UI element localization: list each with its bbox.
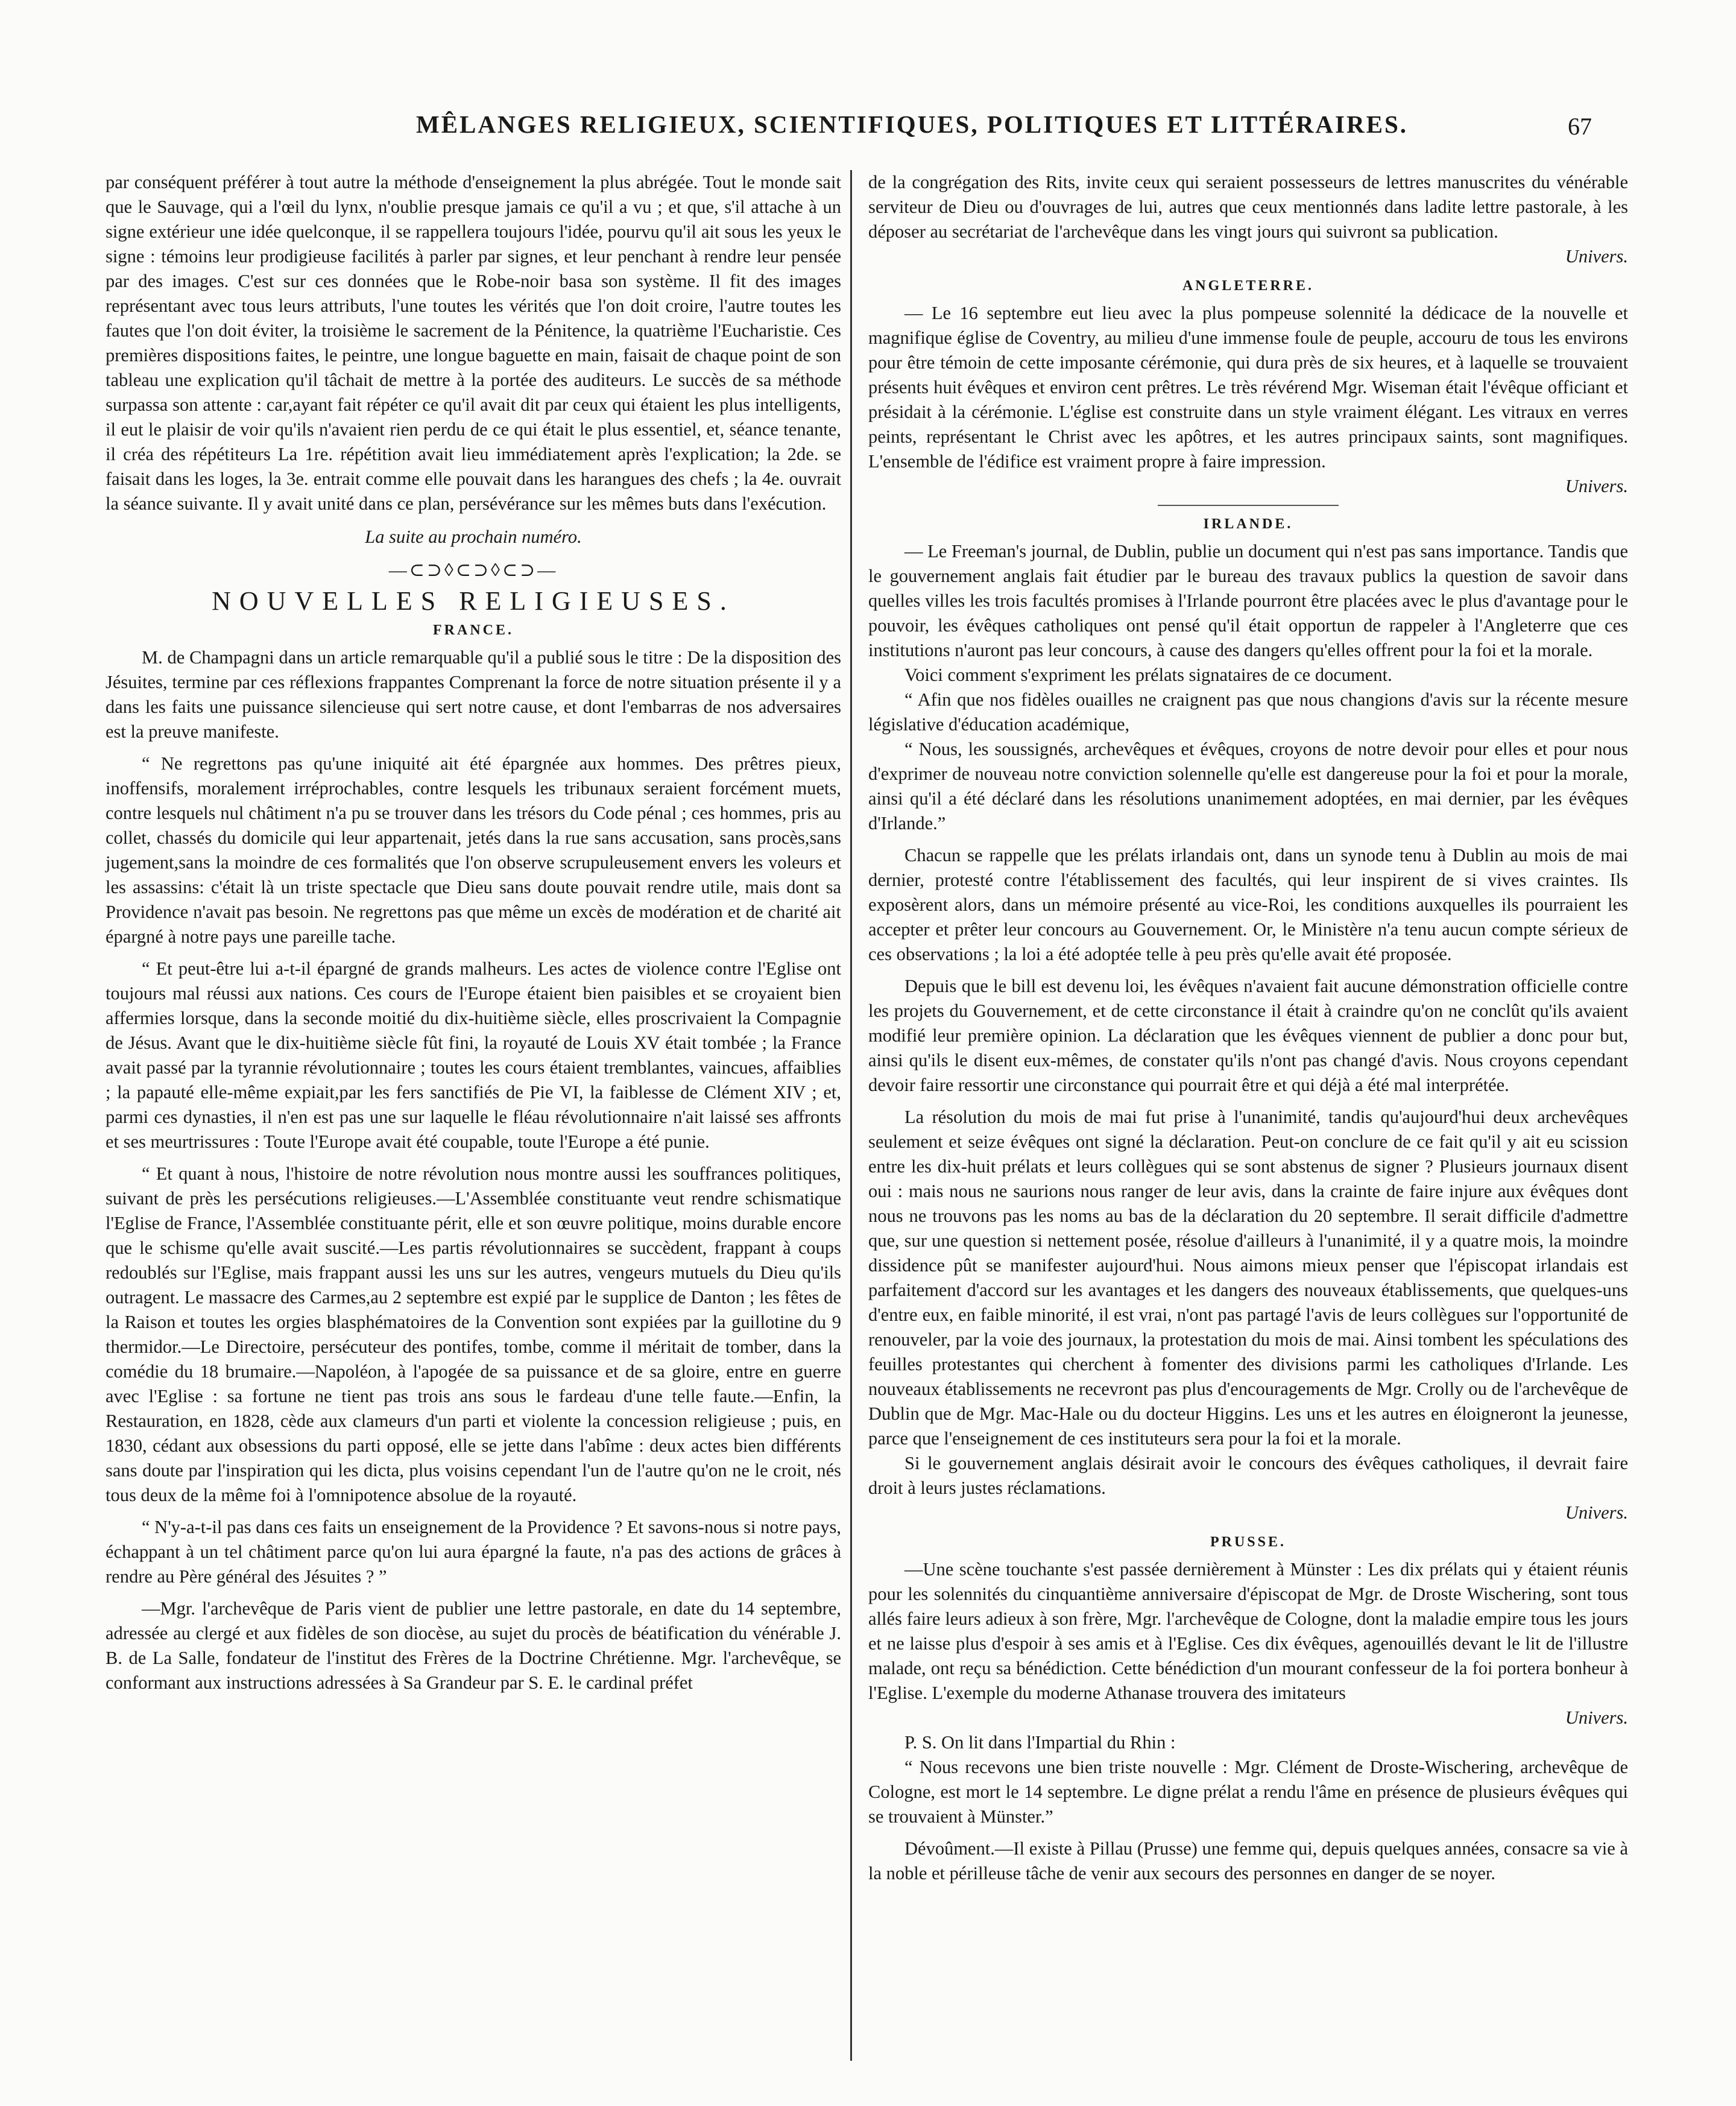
article-paragraph: Si le gouvernement anglais désirait avoir le concours des évêques catholiques, il devrait faire droit à leurs justes réclamations. (868, 1453, 1628, 1498)
quote-paragraph: “ Afin que nos fidèles ouailles ne craignent pas que nous changions d'avis sur la récente mesure législative d'éducation académique, (868, 689, 1628, 735)
article-paragraph: — Le Freeman's journal, de Dublin, publie un document qui n'est pas sans importance. Tandis que le gouvernement anglais fait étudier par le bureau des travaux publics la question de savoir dans quelles villes les trois facultés promises à l'Irlande pourront être placées avec le plus d'avantage pour le pouvoir, les évêques catholiques ont pensé qu'il était opportun de rappeler à l'Angleterre que ces institutions n'auront pas leur concours, à cause des dangers qu'elles offrent pour la foi et la morale. (868, 541, 1628, 660)
country-heading-prussia: PRUSSE. (1210, 1534, 1287, 1550)
column-rule (850, 170, 852, 2061)
divider-rule (1158, 505, 1339, 506)
article-paragraph: P. S. On lit dans l'Impartial du Rhin : (904, 1732, 1176, 1753)
quote-paragraph: “ N'y-a-t-il pas dans ces faits un enseignement de la Providence ? Et savons-nous si notre pays, échappant à un tel châtiment parce qu'on lui aura épargné la faute, n'a pas des actions de grâces à rendre au Père général des Jésuites ? ” (106, 1517, 841, 1587)
article-paragraph: Dévoûment.—Il existe à Pillau (Prusse) une femme qui, depuis quelques années, consacre sa vie à la noble et périlleuse tâche de venir aux secours des personnes en danger de se noyer. (868, 1838, 1628, 1883)
running-title: MÊLANGES RELIGIEUX, SCIENTIFIQUES, POLITIQUES ET LITTÉRAIRES. (416, 110, 1409, 138)
quote-paragraph: “ Et peut-être lui a-t-il épargné de grands malheurs. Les actes de violence contre l'Eglise ont toujours mal réussi aux nations. Ces cours de l'Europe étaient bien paisibles et se croyaient bien affermies lorsque, dans la seconde moitié du dix-huitième siècle, elles proscrivaient la Compagnie de Jésus. Avant que le dix-huitième siècle fût fini, la royauté de Louis XV était tombée ; la France avait passé par la tyrannie révolutionnaire ; toutes les cours étaient tremblantes, vaincues, affaiblies ; la papauté elle-même expiait,par les fers sanctifiés de Pie VI, la faiblesse de Clément XIV ; et, parmi ces dynasties, il n'en est pas une sur laquelle le fléau révolutionnaire n'ait laissé ses affronts et ses meurtrissures : Toute l'Europe avait été coupable, toute l'Europe a été punie. (106, 958, 841, 1152)
ornament-divider: —⊂⊃◊⊂⊃◊⊂⊃— (388, 560, 558, 580)
quote-paragraph: “ Et quant à nous, l'histoire de notre révolution nous montre aussi les souffrances politiques, suivant de près les persécutions religieuses.—L'Assemblée constituante veut rendre schismatique l'Eglise de France, l'Assemblée constituante périt, elle et son œuvre politique, moins durable encore que le schisme qu'elle avait suscité.—Les partis révolutionnaires se succèdent, frappant à coups redoublés sur l'Eglise, mais frappant aussi les uns sur les autres, vengeurs mutuels du Dieu qu'ils outragent. Le massacre des Carmes,au 2 septembre est expié par le supplice de Danton ; les fêtes de la Raison et toutes les orgies blasphématoires de la Convention sont expiées par la guillotine du 9 thermidor.—Le Directoire, persécuteur des pontifes, tombe, comme il méritait de tomber, dans la comédie du 18 brumaire.—Napoléon, à l'apogée de sa puissance et de sa gloire, entre en guerre avec l'Eglise : sa fortune ne tient pas trois ans sous le fardeau d'une telle faute.—Enfin, la Restauration, en 1828, cède aux clameurs d'un parti et violente la concession religieuse ; puis, en 1830, cédant aux obsessions du parti opposé, elle se jette dans l'abîme : deux actes bien différents sans doute par l'inspiration qui les dicta, plus voisins cependant l'un de l'autre qu'on ne le croit, nés tous deux de la même foi à l'omnipotence absolue de la royauté. (106, 1163, 841, 1505)
right-column (868, 170, 1628, 1886)
quote-paragraph: “ Nous, les soussignés, archevêques et évêques, croyons de notre devoir pour elles et pour nous d'exprimer de nouveau notre conviction solennelle qu'elle est dangereuse pour la foi et pour la morale, ainsi qu'il a été déclaré dans les résolutions unanimement adoptées, en mai dernier, par les évêques d'Irlande.” (868, 739, 1628, 833)
country-heading-ireland: IRLANDE. (1203, 516, 1293, 532)
section-title: NOUVELLES RELIGIEUSES. (212, 586, 735, 616)
article-paragraph: Chacun se rappelle que les prélats irlandais ont, dans un synode tenu à Dublin au mois de mai dernier, protesté contre l'établissement des facultés, qui leur inspirent de si vives craintes. Ils exposèrent alors, dans un mémoire présenté au vice-Roi, les conditions auxquelles ils pourraient les accepter et prêter leur concours au Gouvernement. Or, le Ministère n'a tenu aucun compte sérieux de ces observations ; la loi a été adoptée telle à peu près qu'elle avait été proposée. (868, 845, 1628, 964)
source-signature: Univers. (1565, 246, 1628, 267)
article-paragraph: Depuis que le bill est devenu loi, les évêques n'avaient fait aucune démonstration officielle contre les projets du Gouvernement, et de cette circonstance il était à craindre qu'on ne conclût qu'ils avaient modifié leur première opinion. La déclaration que les évêques viennent de publier a donc pour but, ainsi qu'ils le disent eux-mêmes, de constater qu'ils n'ont pas changé d'avis. Nous croyons cependant devoir faire ressortir une circonstance qui pourrait être et qui déjà a été mal interprétée. (868, 976, 1628, 1095)
article-paragraph: Voici comment s'expriment les prélats signataires de ce document. (904, 665, 1392, 685)
quote-paragraph: “ Nous recevons une bien triste nouvelle : Mgr. Clément de Droste-Wischering, archevêque de Cologne, est mort le 14 septembre. Le digne prélat a rendu l'âme en présence de plusieurs évêques qui se trouvaient à Münster.” (868, 1757, 1628, 1827)
continuation-note: La suite au prochain numéro. (365, 526, 582, 547)
source-signature: Univers. (1565, 1502, 1628, 1523)
article-paragraph: par conséquent préférer à tout autre la méthode d'enseignement la plus abrégée. Tout le monde sait que le Sauvage, qui a l'œil du lynx, n'oublie presque jamais ce qu'il a vu ; et que, s'il attache à un signe extérieur une idée quelconque, il se rappellera toujours l'idée, pourvu qu'il ait sous les yeux le signe : témoins leur prodigieuse facilités à parler par signes, et leur penchant à rendre leur pensée par des images. C'est sur ces données que le Robe-noir basa son système. Il fit des images représentant avec tous leurs attributs, l'une toutes les vérités que l'on doit croire, l'autre toutes les fautes que l'on doit éviter, la troisième le sacrement de la Pénitence, la quatrième l'Eucharistie. Ces premières dispositions faites, le peintre, une longue baguette en main, faisait de chaque point de son tableau une explication qu'il tâchait de mettre à la portée des auditeurs. Le succès de sa méthode surpassa son attente : car,ayant fait répéter ce qu'il avait dit par ceux qui étaient les plus intelligents, il eut le plaisir de voir qu'ils n'avaient rien perdu de ce qui était le plus essentiel, et, séance tenante, il créa des répétiteurs La 1re. répétition avait lieu immédiatement après l'explication; la 2de. se faisait dans les loges, la 3e. entrait comme elle pouvait dans les harangues des chefs ; la 4e. ouvrait la séance suivante. Il y avait unité dans ce plan, persévérance sur les mêmes buts dans l'exécution. (106, 172, 841, 514)
article-paragraph: La résolution du mois de mai fut prise à l'unanimité, tandis qu'aujourd'hui deux archevêques seulement et seize évêques ont signé la déclaration. Peut-on conclure de ce fait qu'il y ait eu scission entre les dix-huit prélats et leurs collègues qui se sont abstenus de signer ? Plusieurs journaux disent oui : mais nous ne saurions nous ranger de leur avis, dans la crainte de faire injure aux évêques dont nous ne trouvons pas les noms au bas de la déclaration du 20 septembre. Il serait difficile d'admettre que, sur une question si nettement posée, résolue d'ailleurs à l'unanimité, il y a quatre mois, la moindre dissidence pût se manifester aujourd'hui. Nous aimons mieux penser que l'épiscopat irlandais est parfaitement d'accord sur les avantages et les dangers des nouveaux établissements, que quelques-uns d'entre eux, en faible minorité, il est vrai, n'ont pas partagé l'avis de leurs collègues sur l'opportunité de renouveler, par la voie des journaux, la protestation du mois de mai. Ainsi tombent les spéculations des feuilles protestantes qui cherchent à fomenter des divisions parmi les catholiques d'Irlande. Les nouveaux établissements ne recevront pas plus d'encouragements de Mgr. Crolly ou de l'archevêque de Dublin que de Mgr. Mac-Hale ou du docteur Higgins. Les uns et les autres en éloigneront la jeunesse, parce que l'enseignement de ces instituteurs sera pour la foi et la morale. (868, 1107, 1628, 1449)
country-heading-france: FRANCE. (433, 622, 514, 638)
article-paragraph: —Mgr. l'archevêque de Paris vient de publier une lettre pastorale, en date du 14 septembre, adressée au clergé et aux fidèles de son diocèse, au sujet du procès de béatification du vénérable J. B. de La Salle, fondateur de l'institut des Frères de la Doctrine Chrétienne. Mgr. l'archevêque, se conformant aux instructions adressées à Sa Grandeur par S. E. le cardinal préfet (106, 1598, 841, 1693)
source-signature: Univers. (1565, 1707, 1628, 1728)
country-heading-england: ANGLETERRE. (1182, 278, 1315, 294)
quote-paragraph: “ Ne regrettons pas qu'une iniquité ait été épargnée aux hommes. Des prêtres pieux, inoffensifs, moralement irréprochables, contre lesquels les tribunaux seraient forcément muets, contre lesquels nul châtiment n'a pu se trouver dans les trésors du Code pénal ; ces hommes, pris au collet, chassés du domicile qui leur appartenait, jetés dans la rue sans accusation, sans procès,sans jugement,sans la moindre de ces formalités que l'on observe scrupuleusement envers les voleurs et les assassins: c'était là un triste spectacle que Dieu sans doute pouvait rendre utile, mais dont sa Providence n'avait pas besoin. Ne regrettons pas que même un excès de modération et de charité ait épargné à notre pays une pareille tache. (106, 753, 841, 947)
article-paragraph: de la congrégation des Rits, invite ceux qui seraient possesseurs de lettres manuscrites du vénérable serviteur de Dieu ou d'ouvrages de lui, autres que ceux mentionnés dans ladite lettre pastorale, à les déposer au secrétariat de l'archevêque dans les vingt jours qui suivront sa publication. (868, 172, 1628, 242)
source-signature: Univers. (1565, 476, 1628, 496)
page-number: 67 (1568, 113, 1592, 140)
left-column (106, 170, 841, 1695)
article-paragraph: —Une scène touchante s'est passée dernièrement à Münster : Les dix prélats qui y étaient réunis pour les solennités du cinquantième anniversaire d'épiscopat de Mgr. de Droste Wischering, sont tous allés faire leurs adieux à son frère, Mgr. l'archevêque de Cologne, dont la maladie empire tous les jours et ne laisse plus d'espoir à ses amis et à l'Eglise. Ces dix évêques, agenouillés devant le lit de l'illustre malade, ont reçu sa bénédiction. Cette bénédiction d'un mourant confesseur de la foi portera bonheur à l'Eglise. L'exemple du moderne Athanase trouvera des imitateurs (868, 1559, 1628, 1703)
article-paragraph: — Le 16 septembre eut lieu avec la plus pompeuse solennité la dédicace de la nouvelle et magnifique église de Coventry, au milieu d'une immense foule de peuple, accouru de tous les environs pour être témoin de cette imposante cérémonie, qui dura près de six heures, et à laquelle se trouvaient présents huit évêques et environ cent prêtres. Le très révérend Mgr. Wiseman était l'évêque officiant et présidait à la cérémonie. L'église est construite dans un style vraiment élégant. Les vitraux en verres peints, représentant le Christ avec les apôtres, et les autres principaux saints, sont magnifiques. L'ensemble de l'édifice est vraiment propre à faire impression. (868, 303, 1628, 472)
article-paragraph: M. de Champagni dans un article remarquable qu'il a publié sous le titre : De la disposition des Jésuites, termine par ces réflexions frappantes Comprenant la force de notre situation présente il y a dans les faits une puissance silencieuse qui sert notre cause, et dont l'embarras de nos adversaires est la preuve manifeste. (106, 647, 841, 742)
